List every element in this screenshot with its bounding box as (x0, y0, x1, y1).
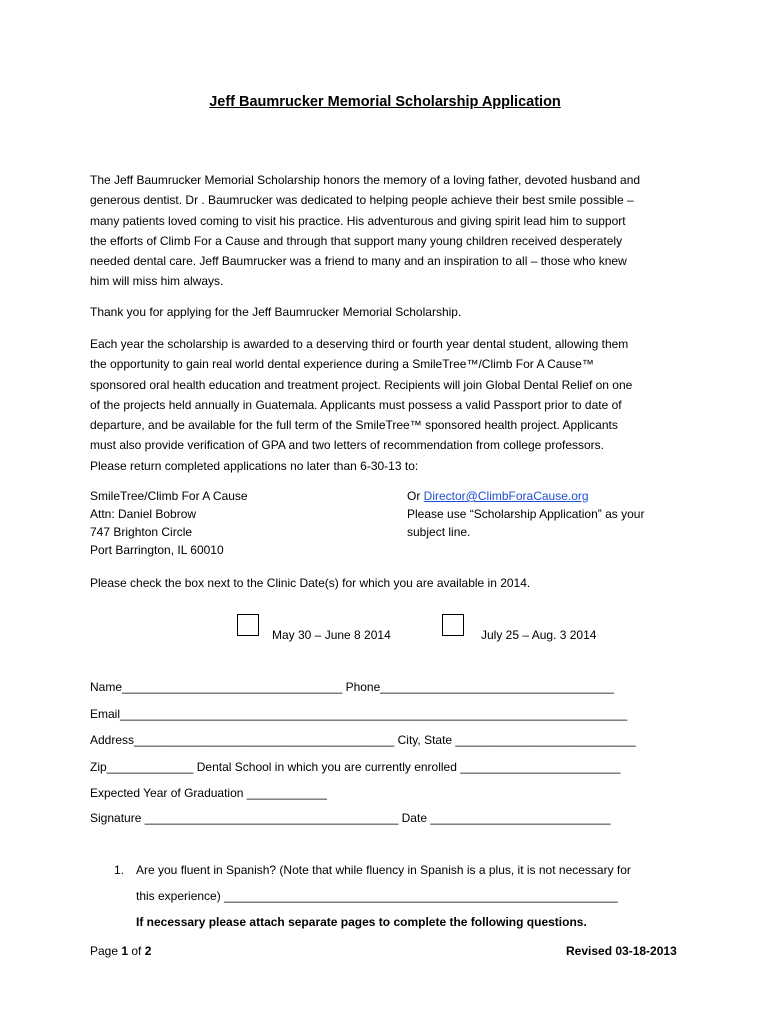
eligibility-line: must also provide verification of GPA and two letters of recommendation from college professors. (90, 438, 605, 453)
date-checkbox-2[interactable] (442, 614, 464, 636)
mailing-address (90, 487, 380, 559)
eligibility-line: of the projects held annually in Guatemala. Applicants must possess a valid Passport prior to date of (90, 397, 622, 412)
eligibility-line: departure, and be available for the full term of the SmileTree™ sponsored health project. Applicants (90, 418, 618, 433)
address-line: Port Barrington, IL 60010 (90, 543, 224, 557)
question-answer-field[interactable]: this experience) ___________________________________________________________ (136, 889, 618, 903)
address-line: 747 Brighton Circle (90, 525, 193, 539)
email-prefix: Or (407, 489, 424, 503)
date-option-2: July 25 – Aug. 3 2014 (481, 628, 597, 642)
thanks-text: Thank you for applying for the Jeff Baumrucker Memorial Scholarship. (90, 305, 462, 319)
question-text: Are you fluent in Spanish? (Note that while fluency in Spanish is a plus, it is not necessary for (136, 863, 631, 877)
page-number (90, 944, 151, 958)
intro-line: him will miss him always. (90, 274, 224, 289)
page-total: 2 (144, 944, 152, 958)
address-line: SmileTree/Climb For A Cause (90, 489, 248, 503)
eligibility-line: sponsored oral health education and treatment project. Recipients will join Global Dental Relief on one (90, 377, 633, 392)
date-option-1: May 30 – June 8 2014 (272, 628, 391, 642)
intro-line: needed dental care. Jeff Baumrucker was a friend to many and an inspiration to all – those who knew (90, 254, 627, 269)
eligibility-line: Each year the scholarship is awarded to a deserving third or fourth year dental student, allowing them (90, 337, 629, 351)
director-email-link[interactable]: Director@ClimbForaCause.org (423, 489, 589, 503)
signature-date-field[interactable]: Signature ______________________________________ Date ___________________________ (90, 811, 611, 825)
clinic-prompt: Please check the box next to the Clinic Date(s) for which you are available in 2014. (90, 576, 531, 590)
attach-note: If necessary please attach separate pages to complete the following questions. (136, 915, 587, 929)
page-prefix: Page (90, 944, 122, 958)
date-checkbox-1[interactable] (237, 614, 259, 636)
eligibility-line: Please return completed applications no later than 6-30-13 to: (90, 458, 419, 473)
page-title: Jeff Baumrucker Memorial Scholarship Application (209, 94, 561, 110)
intro-line: The Jeff Baumrucker Memorial Scholarship honors the memory of a loving father, devoted husband and (90, 173, 641, 187)
email-note-line: subject line. (407, 525, 471, 539)
name-phone-field[interactable]: Name_________________________________ Phone___________________________________ (90, 680, 614, 694)
email-option (407, 487, 680, 541)
email-field[interactable]: Email____________________________________________________________________________ (90, 707, 628, 721)
email-note-line: Please use “Scholarship Application” as your (407, 507, 645, 521)
page-of: of (128, 944, 145, 958)
intro-line: generous dentist. Dr . Baumrucker was dedicated to helping people achieve their best smile possible – (90, 193, 634, 208)
intro-line: many patients loved coming to visit his practice. His adventurous and giving spirit lead him to support (90, 213, 626, 228)
page-current: 1 (121, 944, 129, 958)
eligibility-paragraph (90, 334, 680, 476)
eligibility-line: the opportunity to gain real world dental experience during a SmileTree™/Climb For A Cause™ (90, 357, 594, 372)
address-line: Attn: Daniel Bobrow (90, 507, 197, 521)
graduation-year-field[interactable]: Expected Year of Graduation ____________ (90, 786, 327, 800)
zip-school-field[interactable]: Zip_____________ Dental School in which you are currently enrolled ________________________ (90, 760, 621, 774)
intro-paragraph (90, 170, 680, 292)
intro-line: the efforts of Climb For a Cause and through that support many young children received desperately (90, 233, 623, 248)
question-number: 1. (114, 863, 125, 877)
address-city-field[interactable]: Address_______________________________________ City, State ___________________________ (90, 733, 636, 747)
revised-date: Revised 03-18-2013 (566, 944, 677, 958)
